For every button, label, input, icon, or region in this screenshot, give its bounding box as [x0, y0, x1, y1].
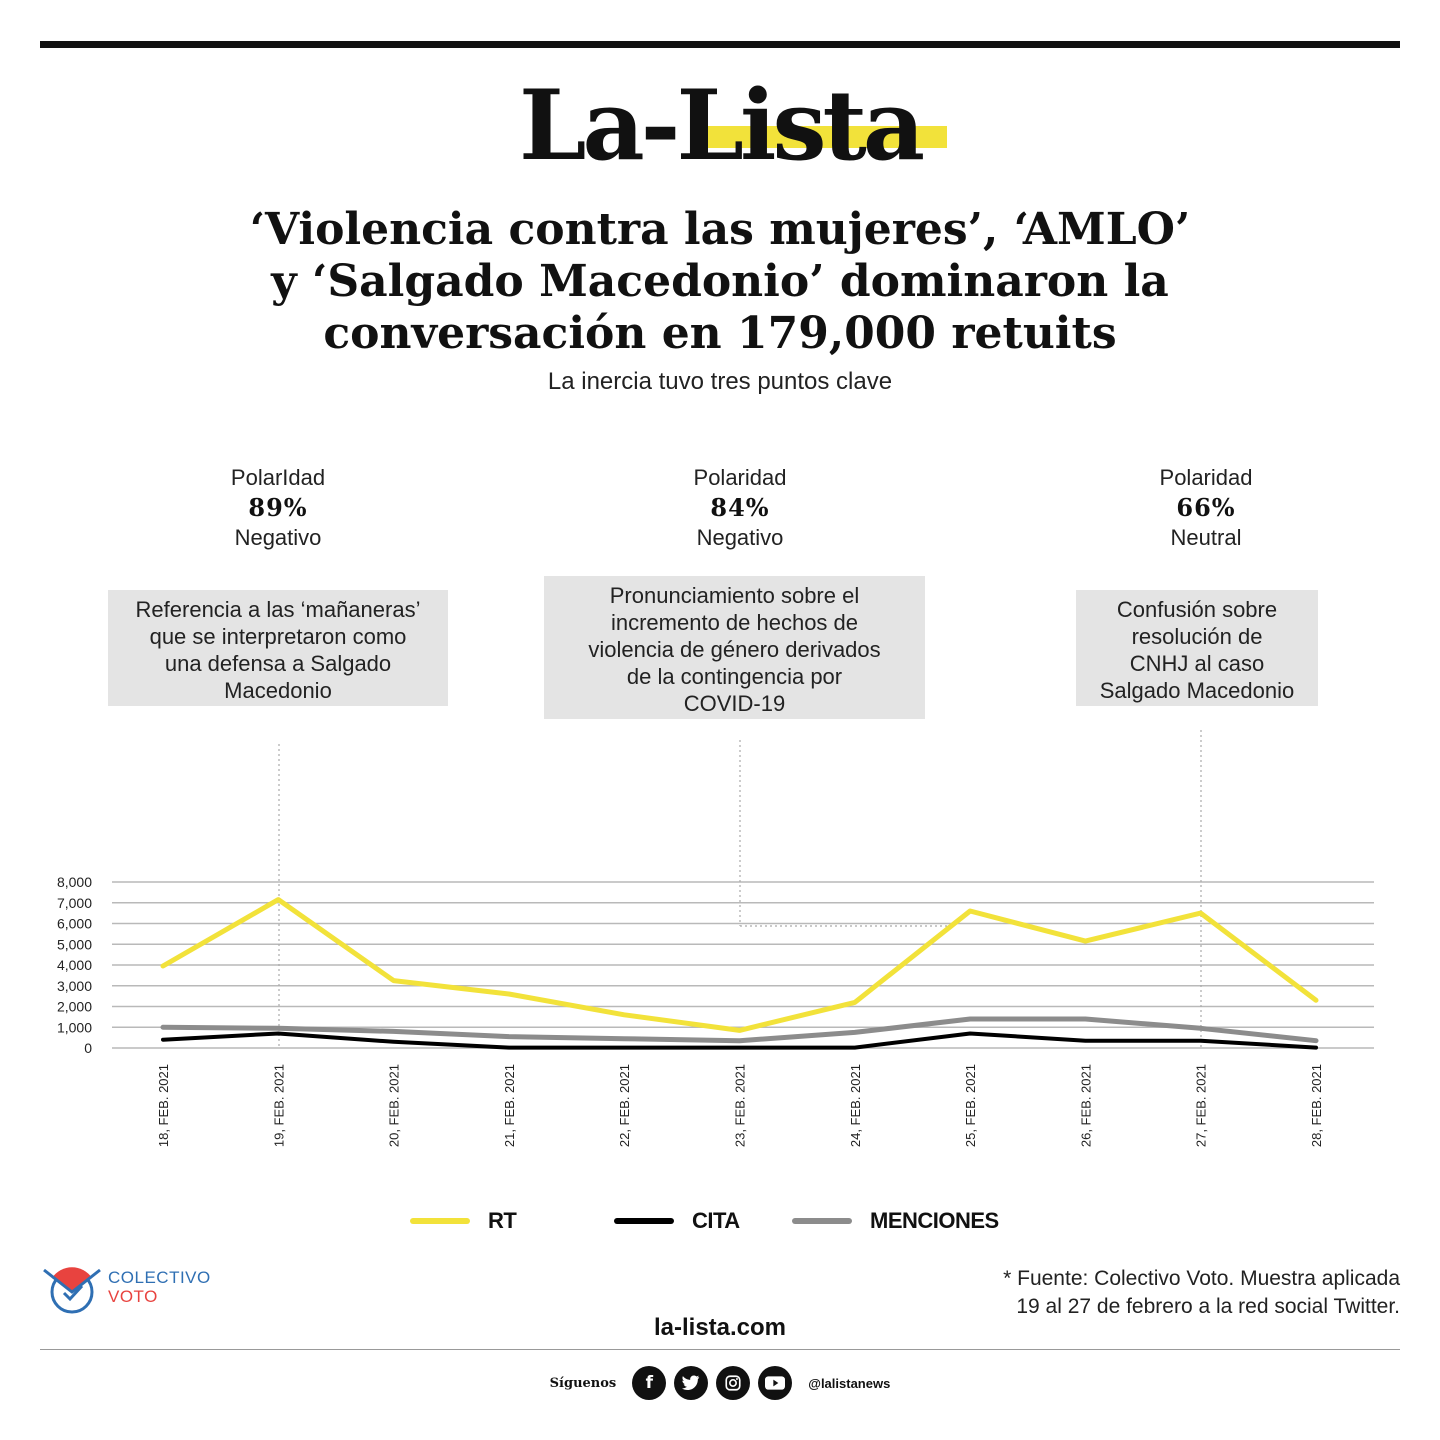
- partner-line-1: COLECTIVO: [108, 1268, 211, 1287]
- annotation-line: Confusión sobre: [1116, 597, 1278, 622]
- data-point-cita: [1200, 1040, 1201, 1041]
- annotation-box-1: [108, 590, 448, 706]
- x-tick-label: 23, FEB. 2021: [732, 1064, 748, 1148]
- polarity-block-1: [148, 464, 408, 552]
- x-tick-label: 28, FEB. 2021: [1309, 1064, 1324, 1148]
- y-tick-label: 6,000: [56, 915, 92, 932]
- polarity-sentiment: Negativo: [234, 525, 322, 550]
- logo-prefix: La-: [518, 69, 677, 182]
- youtube-icon[interactable]: [758, 1366, 792, 1400]
- headline: [140, 204, 1300, 360]
- legend-label-rt: RT: [488, 1208, 517, 1233]
- y-tick-label: 2,000: [56, 998, 92, 1015]
- data-point-cita: [970, 1033, 971, 1034]
- twitter-icon[interactable]: [674, 1366, 708, 1400]
- polarity-label: PolarIdad: [230, 465, 326, 490]
- facebook-icon[interactable]: f: [632, 1366, 666, 1400]
- top-rule: [40, 41, 1400, 48]
- polarity-block-2: [610, 464, 870, 552]
- data-point-menciones: [854, 1032, 855, 1033]
- polarity-label: Polaridad: [1159, 465, 1253, 490]
- annotation-connectors: [279, 730, 1201, 1048]
- annotation-line: que se interpretaron como: [149, 624, 407, 649]
- data-point-menciones: [1316, 1040, 1317, 1041]
- legend-item-menciones: [792, 1206, 999, 1236]
- x-tick-label: 19, FEB. 2021: [271, 1064, 287, 1148]
- legend-swatch-cita: [614, 1218, 674, 1224]
- data-point-menciones: [278, 1028, 279, 1029]
- annotation-line: COVID-19: [683, 691, 786, 716]
- polarity-sentiment: Neutral: [1170, 525, 1242, 550]
- data-point-cita: [278, 1033, 279, 1034]
- data-point-rt: [393, 980, 394, 981]
- source-line-2: 19 al 27 de febrero a la red social Twitter.: [1016, 1295, 1400, 1318]
- annotation-line: violencia de género derivados: [588, 637, 881, 662]
- annotation-line: incremento de hechos de: [610, 610, 859, 635]
- legend-label-menciones: MENCIONES: [870, 1208, 999, 1233]
- x-tick-label: 27, FEB. 2021: [1193, 1064, 1209, 1148]
- polarity-label: Polaridad: [693, 465, 787, 490]
- polarity-percent: 89%: [248, 493, 308, 522]
- data-point-rt: [1085, 941, 1086, 942]
- annotation-line: Salgado Macedonio: [1099, 678, 1295, 703]
- data-point-cita: [854, 1047, 855, 1048]
- x-tick-label: 20, FEB. 2021: [386, 1064, 402, 1148]
- data-point-cita: [624, 1047, 625, 1048]
- headline-line-3: conversación en 179,000 retuits: [323, 308, 1117, 359]
- x-axis-ticks: [156, 1064, 1324, 1147]
- annotation-box-2: [544, 576, 925, 719]
- x-tick-label: 18, FEB. 2021: [156, 1064, 171, 1148]
- legend-item-cita: [614, 1206, 740, 1236]
- headline-line-1: ‘Violencia contra las mujeres’, ‘AMLO’: [249, 204, 1191, 255]
- data-point-menciones: [508, 1036, 509, 1037]
- annotation-line: resolución de: [1131, 624, 1263, 649]
- annotation-box-3: [1076, 590, 1318, 706]
- data-point-rt: [1316, 1000, 1317, 1001]
- annotation-line: Macedonio: [224, 678, 332, 703]
- data-point-rt: [854, 1002, 855, 1003]
- social-handle[interactable]: @lalistanews: [808, 1375, 891, 1391]
- data-point-rt: [739, 1030, 740, 1031]
- data-point-cita: [1085, 1040, 1086, 1041]
- data-point-rt: [624, 1014, 625, 1015]
- legend-swatch-rt: [410, 1218, 470, 1224]
- source-note: [1003, 1265, 1400, 1321]
- data-point-menciones: [163, 1027, 164, 1028]
- subtitle: La inercia tuvo tres puntos clave: [547, 368, 893, 395]
- data-point-menciones: [393, 1031, 394, 1032]
- annotation-line: Referencia a las ‘mañaneras’: [135, 597, 421, 622]
- data-point-rt: [1200, 913, 1201, 914]
- headline-line-2: y ‘Salgado Macedonio’ dominaron la: [271, 256, 1169, 307]
- data-point-rt: [970, 911, 971, 912]
- data-point-cita: [1316, 1047, 1317, 1048]
- instagram-icon[interactable]: [716, 1366, 750, 1400]
- y-tick-label: 0: [84, 1040, 92, 1056]
- annotation-line: una defensa a Salgado: [164, 651, 392, 676]
- y-tick-label: 7,000: [56, 894, 92, 911]
- chart-grid: [112, 882, 1374, 1048]
- y-tick-label: 8,000: [56, 874, 92, 890]
- data-point-menciones: [1200, 1028, 1201, 1029]
- line-chart: [0, 720, 1440, 1170]
- polarity-sentiment: Negativo: [696, 525, 784, 550]
- partner-line-2: VOTO: [108, 1287, 158, 1306]
- y-tick-label: 4,000: [56, 957, 92, 973]
- data-point-menciones: [1085, 1018, 1086, 1019]
- brand-logo: [0, 69, 1440, 182]
- x-tick-label: 24, FEB. 2021: [847, 1064, 863, 1148]
- y-axis-ticks: [57, 874, 92, 1056]
- y-tick-label: 1,000: [56, 1019, 92, 1036]
- y-tick-label: 3,000: [56, 977, 92, 994]
- legend-swatch-menciones: [792, 1218, 852, 1224]
- x-tick-label: 21, FEB. 2021: [501, 1064, 517, 1148]
- y-tick-label: 5,000: [56, 936, 92, 953]
- polarity-percent: 84%: [710, 493, 770, 522]
- bottom-rule: [40, 1349, 1400, 1350]
- source-line-1: * Fuente: Colectivo Voto. Muestra aplicada: [1003, 1267, 1400, 1290]
- x-tick-label: 26, FEB. 2021: [1078, 1064, 1094, 1148]
- data-point-cita: [163, 1039, 164, 1040]
- data-point-cita: [393, 1041, 394, 1042]
- colectivo-voto-wordmark: [108, 1268, 211, 1306]
- data-point-rt: [163, 966, 164, 967]
- polarity-percent: 66%: [1176, 493, 1236, 522]
- follow-label: Síguenos: [549, 1375, 617, 1391]
- data-point-menciones: [970, 1018, 971, 1019]
- social-bar: [0, 1366, 1440, 1400]
- data-point-menciones: [624, 1038, 625, 1039]
- logo-highlight-text: Lista: [676, 69, 922, 182]
- data-point-menciones: [739, 1040, 740, 1041]
- data-point-rt: [278, 899, 279, 900]
- data-point-cita: [508, 1047, 509, 1048]
- annotation-line: Pronunciamiento sobre el: [609, 583, 860, 608]
- x-tick-label: 25, FEB. 2021: [963, 1064, 979, 1148]
- polarity-block-3: [1076, 464, 1336, 552]
- data-point-cita: [739, 1047, 740, 1048]
- website-link[interactable]: la-lista.com: [653, 1314, 787, 1341]
- data-point-rt: [508, 994, 509, 995]
- x-tick-label: 22, FEB. 2021: [617, 1064, 633, 1148]
- legend-label-cita: CITA: [692, 1208, 740, 1233]
- annotation-line: CNHJ al caso: [1129, 651, 1265, 676]
- legend-item-rt: [410, 1206, 516, 1236]
- annotation-line: de la contingencia por: [626, 664, 843, 689]
